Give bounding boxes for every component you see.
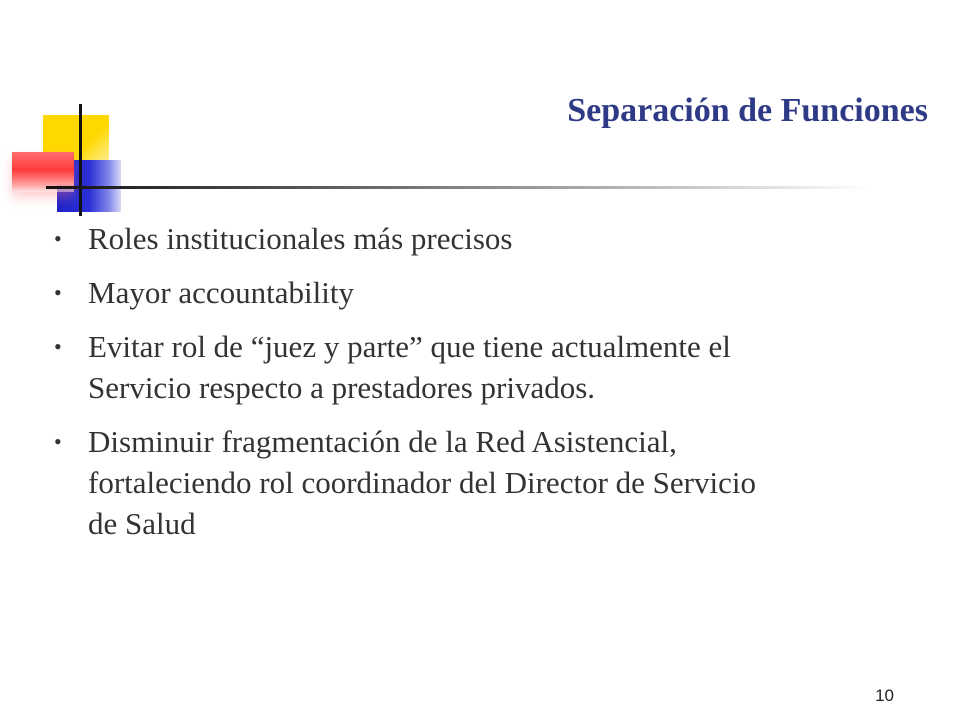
- bullet-line: • Disminuir fragmentación de la Red Asistencial,: [88, 424, 677, 459]
- title-underline-rule: [46, 186, 872, 189]
- bullet-line: de Salud: [88, 506, 196, 541]
- bullet-item: [54, 326, 914, 408]
- vertical-rule: [79, 104, 82, 216]
- bullet-line: • Roles institucionales más precisos: [88, 221, 513, 256]
- page-number: 10: [875, 686, 894, 705]
- bullet-list: [54, 218, 914, 557]
- slide-title: Separación de Funciones: [567, 92, 928, 129]
- bullet-item: [54, 218, 914, 259]
- bullet-line: Servicio respecto a prestadores privados.: [88, 370, 596, 405]
- bullet-item: [54, 421, 914, 544]
- bullet-line: • Evitar rol de “juez y parte” que tiene actualmente el: [88, 329, 731, 364]
- bullet-line: • Mayor accountability: [88, 275, 354, 310]
- bullet-line: fortaleciendo rol coordinador del Director de Servicio: [88, 465, 756, 500]
- bullet-item: [54, 272, 914, 313]
